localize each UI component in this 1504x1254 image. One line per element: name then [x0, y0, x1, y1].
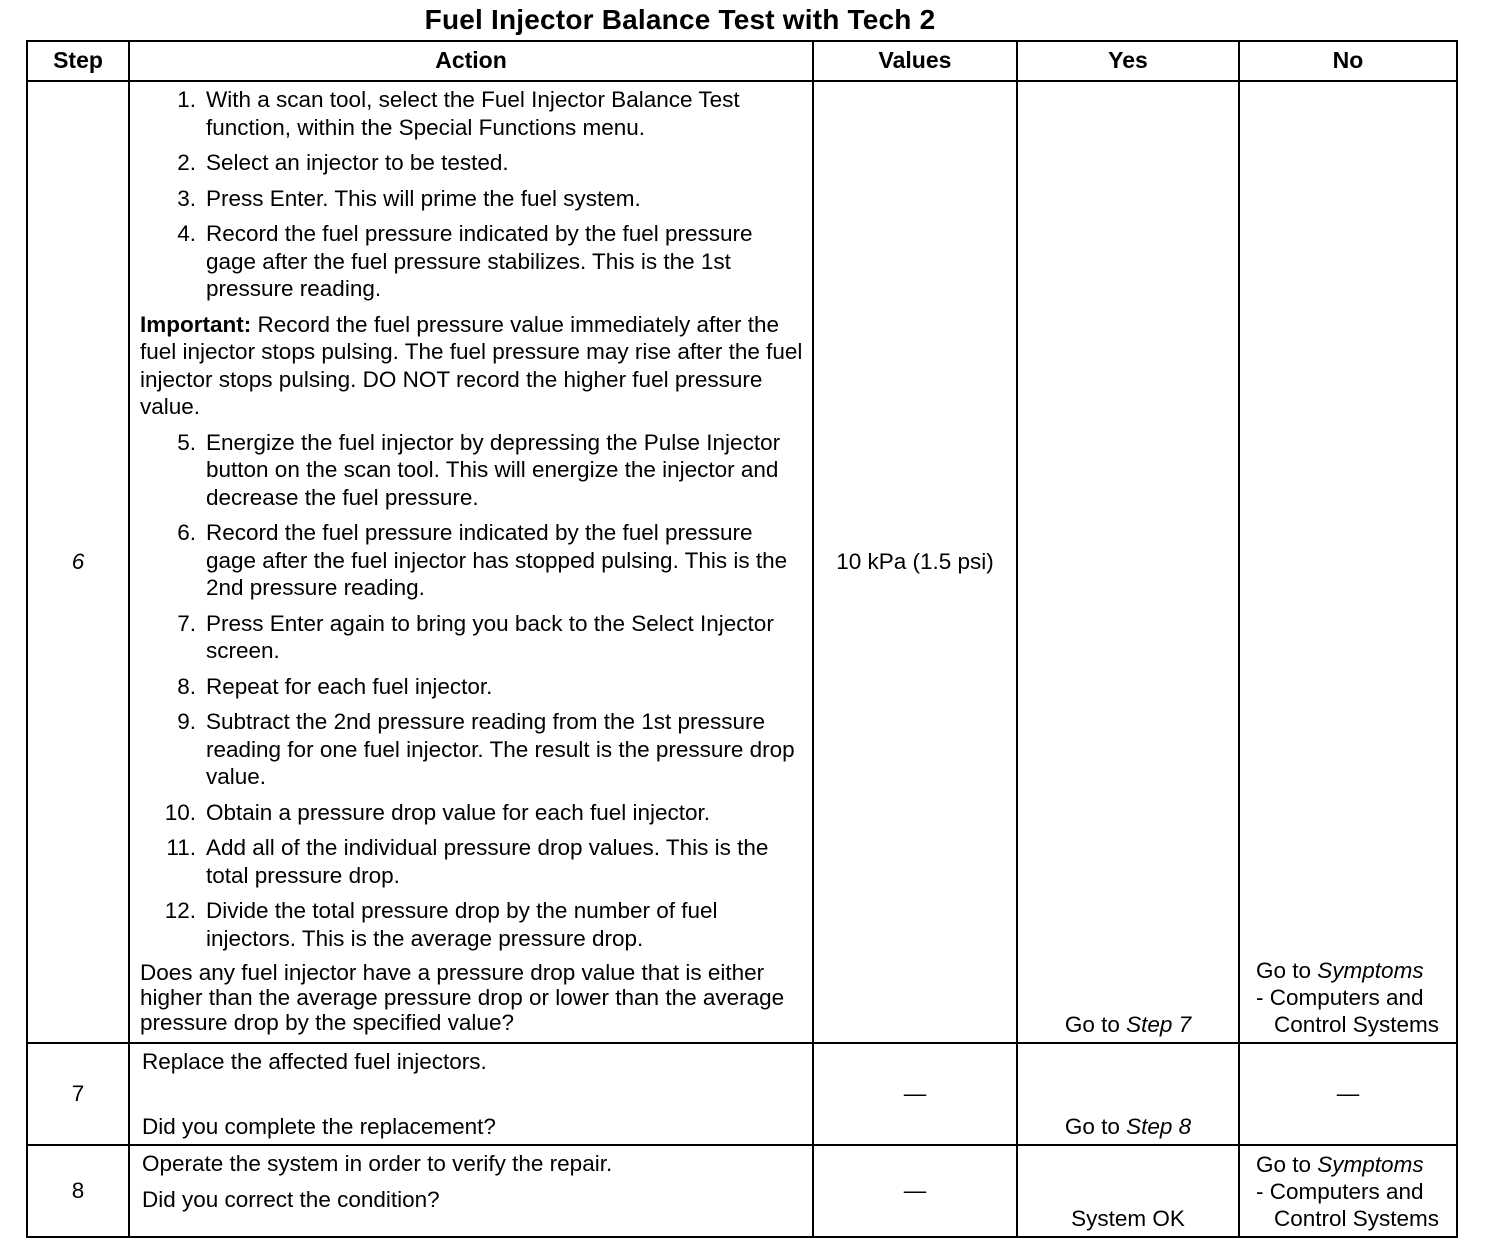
- step-row-8: [27, 1145, 1457, 1237]
- list-item: 3. Press Enter. This will prime the fuel system.: [177, 185, 641, 211]
- symptoms-link[interactable]: Symptoms: [1317, 958, 1424, 983]
- step-row-7: [27, 1043, 1457, 1145]
- header-yes: Yes: [1017, 41, 1239, 81]
- question-text: Did you correct the condition?: [142, 1186, 440, 1212]
- list-item: 10. Obtain a pressure drop value for each fuel injector.: [164, 799, 711, 825]
- yes-cell: Go to Step 7: [1017, 81, 1239, 1043]
- no-cell: Go to Symptoms - Computers and Control Systems: [1239, 81, 1457, 1043]
- list-item: 11. Add all of the individual pressure drop values. This is the total pressure drop.: [166, 835, 769, 888]
- important-note: Important: Record the fuel pressure value immediately after the fuel injector stops pulsing. The fuel pressure may rise after the fuel injector stops pulsing. DO NOT record the higher fuel pressure value.: [140, 311, 803, 419]
- header-step: Step: [27, 41, 129, 81]
- instruction-list: [140, 86, 804, 303]
- question-text: Did you complete the replacement?: [142, 1113, 496, 1139]
- step-link[interactable]: Step 8: [1126, 1113, 1192, 1139]
- no-cell: Go to Symptoms - Computers and Control Systems: [1239, 1145, 1457, 1237]
- header-no: No: [1239, 41, 1457, 81]
- list-item: 2. Select an injector to be tested.: [177, 150, 509, 175]
- action-text: Replace the affected fuel injectors.: [142, 1049, 487, 1074]
- action-cell: [129, 81, 813, 1043]
- step-number: 8: [27, 1145, 129, 1237]
- question-text: Does any fuel injector have a pressure drop value that is either higher than the average pressure drop or lower than the average pressure drop by the specified value?: [140, 960, 785, 1035]
- symptoms-link[interactable]: Symptoms: [1317, 1152, 1424, 1177]
- values-cell: —: [813, 1043, 1017, 1145]
- values-cell: 10 kPa (1.5 psi): [813, 81, 1017, 1043]
- yes-cell: Go to Step 8: [1017, 1043, 1239, 1145]
- header-action: Action: [129, 41, 813, 81]
- list-item: 7. Press Enter again to bring you back to the Select Injector screen.: [177, 610, 774, 663]
- list-item: 1. With a scan tool, select the Fuel Injector Balance Test function, within the Special Functions menu.: [177, 87, 740, 140]
- list-item: 8. Repeat for each fuel injector.: [177, 673, 493, 699]
- yes-cell: System OK: [1017, 1145, 1239, 1237]
- step-number: 7: [27, 1043, 129, 1145]
- instruction-list: [140, 429, 804, 953]
- list-item: 9. Subtract the 2nd pressure reading from the 1st pressure reading for one fuel injector. The result is the pressure drop value.: [177, 709, 795, 789]
- diagnostic-table: [26, 40, 1458, 1238]
- action-cell: [129, 1043, 813, 1145]
- list-item: 6. Record the fuel pressure indicated by the fuel pressure gage after the fuel injector has stopped pulsing. This is the 2nd pressure reading.: [177, 520, 788, 600]
- no-cell: —: [1239, 1043, 1457, 1145]
- step-row-6: [27, 81, 1457, 1043]
- step-number: 6: [27, 81, 129, 1043]
- list-item: 4. Record the fuel pressure indicated by the fuel pressure gage after the fuel pressure stabilizes. This is the 1st pressure reading.: [177, 221, 753, 301]
- values-cell: —: [813, 1145, 1017, 1237]
- step-link[interactable]: Step 7: [1126, 1011, 1192, 1037]
- header-row: [27, 41, 1457, 81]
- header-values: Values: [813, 41, 1017, 81]
- list-item: 5. Energize the fuel injector by depressing the Pulse Injector button on the scan tool. This will energize the injector and decrease the fuel pressure.: [177, 429, 781, 510]
- action-text: Operate the system in order to verify the repair.: [142, 1151, 613, 1176]
- action-cell: [129, 1145, 813, 1237]
- page-title: Fuel Injector Balance Test with Tech 2: [424, 4, 936, 35]
- list-item: 12. Divide the total pressure drop by the number of fuel injectors. This is the average pressure drop.: [164, 898, 718, 951]
